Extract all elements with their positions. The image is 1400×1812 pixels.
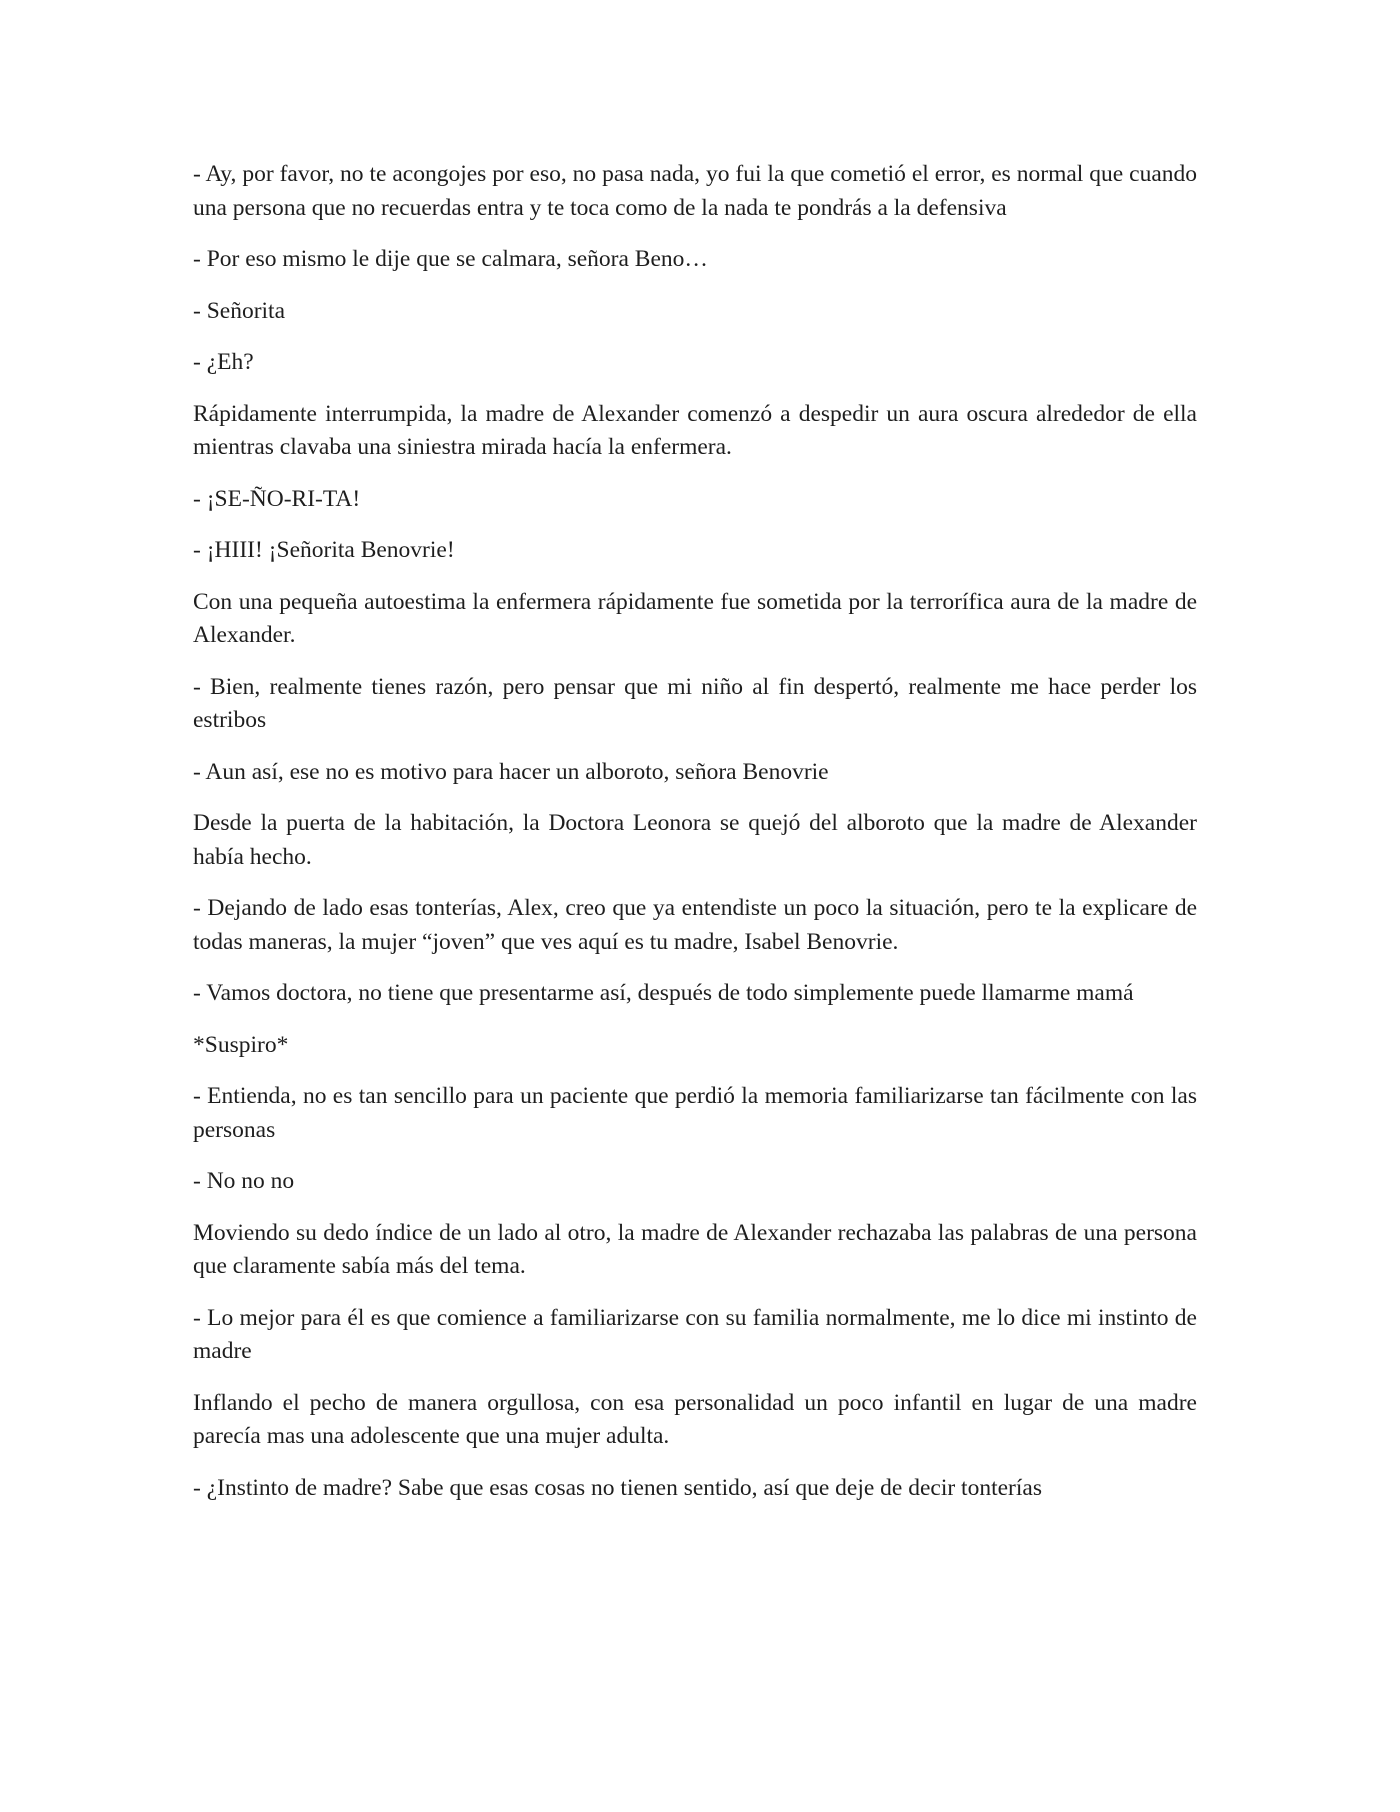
paragraph: - Ay, por favor, no te acongojes por eso, no pasa nada, yo fui la que cometió el error, es normal que cuando una persona que no recuerdas entra y te toca como de la nada te pondrás a la defensiva: [193, 161, 1197, 221]
paragraph: Inflando el pecho de manera orgullosa, con esa personalidad un poco infantil en lugar de una madre parecía mas una adolescente que una mujer adulta.: [193, 1389, 1197, 1449]
paragraph: - ¡SE-ÑO-RI-TA!: [193, 485, 361, 512]
paragraph: Desde la puerta de la habitación, la Doctora Leonora se quejó del alboroto que la madre de Alexander había hecho.: [193, 810, 1197, 870]
paragraph: - No no no: [193, 1168, 295, 1194]
paragraph: - Lo mejor para él es que comience a familiarizarse con su familia normalmente, me lo dice mi instinto de madre: [193, 1304, 1197, 1364]
paragraph: *Suspiro*: [193, 1031, 289, 1058]
paragraph: - Vamos doctora, no tiene que presentarme así, después de todo simplemente puede llamarme mamá: [193, 980, 1134, 1006]
paragraph: - ¿Eh?: [193, 349, 254, 375]
paragraph: Moviendo su dedo índice de un lado al otro, la madre de Alexander rechazaba las palabras de una persona que claramente sabía más del tema.: [193, 1219, 1197, 1279]
paragraph: - Bien, realmente tienes razón, pero pensar que mi niño al fin despertó, realmente me hace perder los estribos: [193, 673, 1197, 733]
paragraph: - ¡HIII! ¡Señorita Benovrie!: [193, 537, 455, 563]
paragraph: - Dejando de lado esas tonterías, Alex, creo que ya entendiste un poco la situación, pero te la explicare de todas maneras, la mujer “joven” que ves aquí es tu madre, Isabel Benovrie.: [193, 895, 1197, 955]
paragraph: - Aun así, ese no es motivo para hacer un alboroto, señora Benovrie: [193, 758, 829, 785]
paragraph: - ¿Instinto de madre? Sabe que esas cosas no tienen sentido, así que deje de decir tonterías: [193, 1474, 1042, 1501]
paragraph: Rápidamente interrumpida, la madre de Alexander comenzó a despedir un aura oscura alrededor de ella mientras clavaba una siniestra mirada hacía la enfermera.: [193, 400, 1197, 460]
paragraph: - Señorita: [193, 297, 286, 324]
paragraph: - Por eso mismo le dije que se calmara, señora Beno…: [193, 246, 708, 272]
document-body: [193, 158, 1197, 1523]
paragraph: Con una pequeña autoestima la enfermera rápidamente fue sometida por la terrorífica aura de la madre de Alexander.: [193, 588, 1197, 648]
paragraph: - Entienda, no es tan sencillo para un paciente que perdió la memoria familiarizarse tan fácilmente con las personas: [193, 1083, 1197, 1143]
